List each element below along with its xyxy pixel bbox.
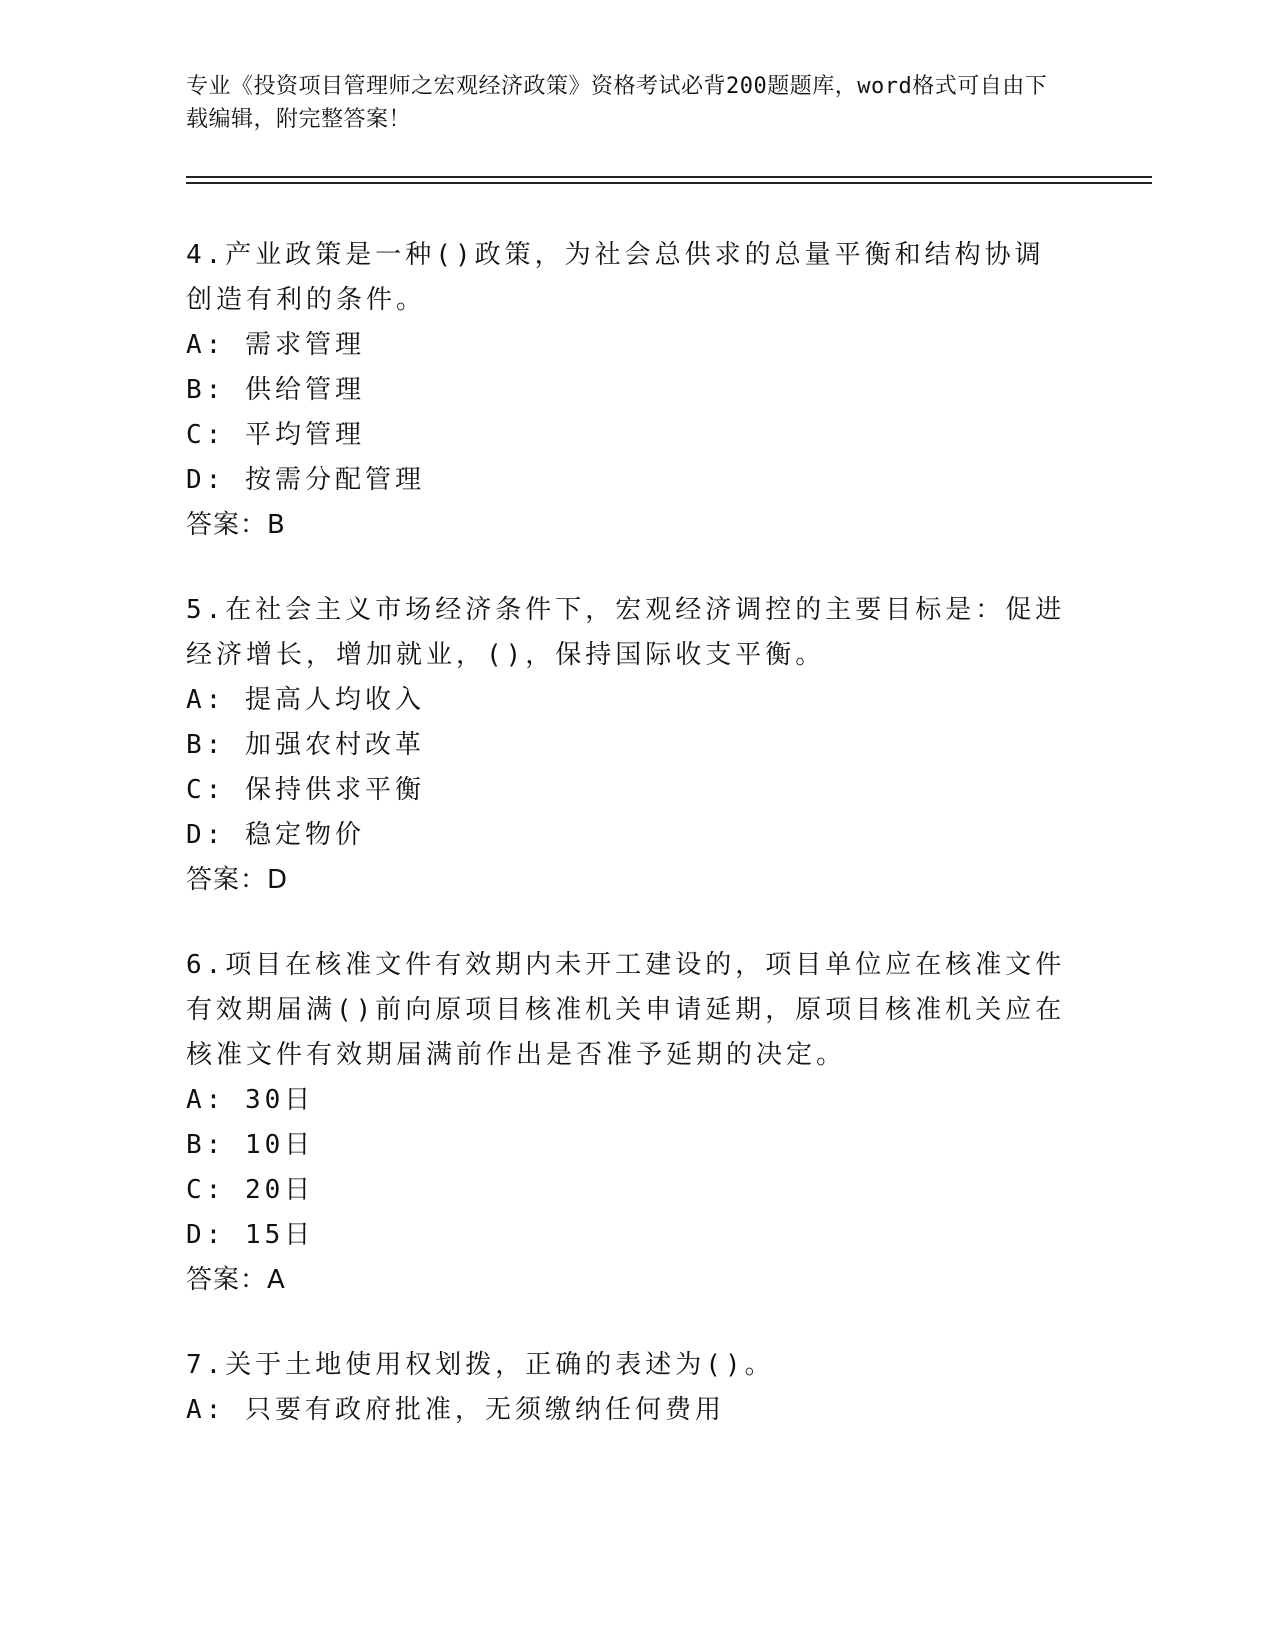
question-list (186, 233, 1066, 1473)
option-a: A: 需求管理 (186, 330, 365, 360)
answer-line: 答案：A (186, 1265, 286, 1295)
question-item (186, 233, 1066, 548)
option-a: A: 只要有政府批准，无须缴纳任何费用 (186, 1395, 725, 1425)
question-item (186, 588, 1066, 903)
option-b: B: 供给管理 (186, 375, 365, 405)
question-text: 7.关于土地使用权划拨，正确的表述为()。 (186, 1350, 775, 1380)
option-d: D: 按需分配管理 (186, 465, 425, 495)
header-divider-top (186, 176, 1152, 178)
document-header: 专业《投资项目管理师之宏观经济政策》资格考试必背200题题库，word格式可自由下载编辑，附完整答案！ (186, 74, 1048, 132)
answer-line: 答案：D (186, 865, 289, 895)
option-c: C: 平均管理 (186, 420, 365, 450)
option-b: B: 10日 (186, 1130, 315, 1160)
question-item (186, 1343, 1066, 1433)
answer-line: 答案：B (186, 510, 286, 540)
header-divider-bottom (186, 182, 1152, 184)
option-d: D: 15日 (186, 1220, 315, 1250)
option-c: C: 保持供求平衡 (186, 775, 425, 805)
question-text: 4.产业政策是一种()政策，为社会总供求的总量平衡和结构协调创造有利的条件。 (186, 240, 1045, 315)
option-c: C: 20日 (186, 1175, 315, 1205)
option-b: B: 加强农村改革 (186, 730, 425, 760)
option-a: A: 提高人均收入 (186, 685, 425, 715)
question-text: 6.项目在核准文件有效期内未开工建设的，项目单位应在核准文件有效期届满()前向原项目核准机关申请延期，原项目核准机关应在核准文件有效期届满前作出是否准予延期的决定。 (186, 950, 1066, 1070)
question-item (186, 943, 1066, 1303)
option-d: D: 稳定物价 (186, 820, 365, 850)
option-a: A: 30日 (186, 1085, 315, 1115)
question-text: 5.在社会主义市场经济条件下，宏观经济调控的主要目标是：促进经济增长，增加就业，()，保持国际收支平衡。 (186, 595, 1066, 670)
